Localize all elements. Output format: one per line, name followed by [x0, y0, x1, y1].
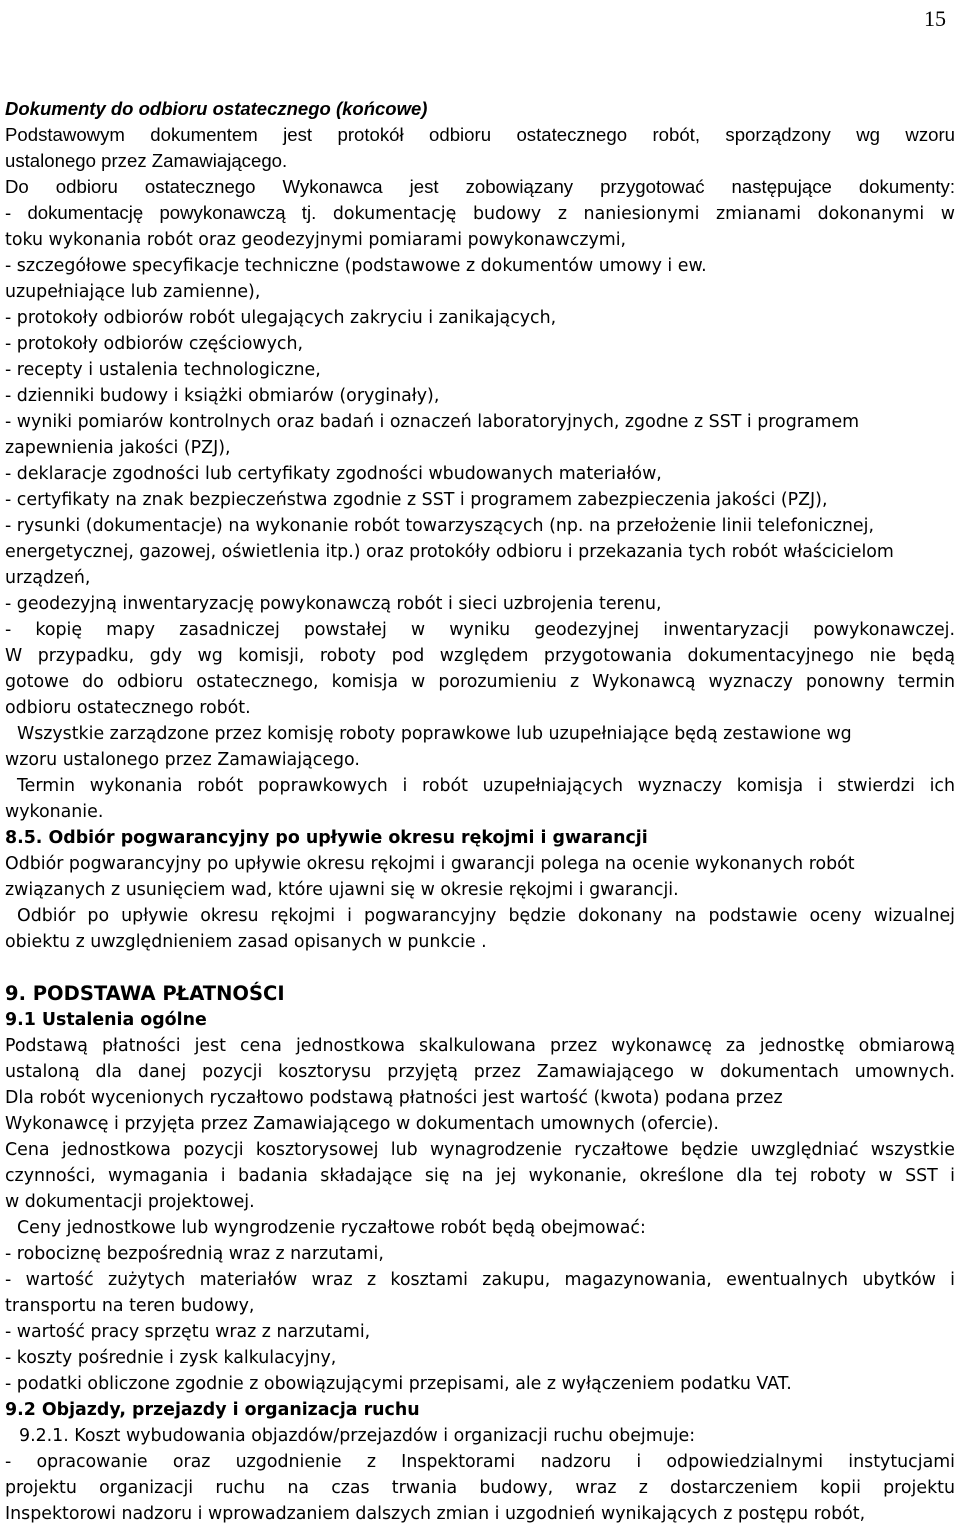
text-line: Dla robót wycenionych ryczałtowo podstawą płatności jest wartość (kwota) podana przez	[5, 1088, 783, 1108]
text-line: Podstawą płatności jest cena jednostkowa skalkulowana przez wykonawcę za jednostkę obmiarową	[5, 1036, 955, 1056]
subsection-9-2-1: 9.2.1. Koszt wybudowania objazdów/przejazdów i organizacji ruchu obejmuje:	[19, 1426, 696, 1446]
text-line: ustalonego przez Zamawiającego.	[5, 150, 288, 171]
text-line: wykonanie.	[5, 802, 104, 822]
list-item: - szczegółowe specyfikacje techniczne (podstawowe z dokumentów umowy i ew.	[5, 256, 707, 276]
list-item: - certyfikaty na znak bezpieczeństwa zgodnie z SST i programem zabezpieczenia jakości (PZJ),	[5, 490, 828, 510]
text-line: toku wykonania robót oraz geodezyjnymi pomiarami powykonawczymi,	[5, 230, 627, 250]
list-item: - wartość pracy sprzętu wraz z narzutami,	[5, 1322, 371, 1342]
section-heading-final-acceptance-documents: Dokumenty do odbioru ostatecznego (końcowe)	[5, 98, 428, 119]
text-line: odbioru ostatecznego robót.	[5, 698, 251, 718]
text-line: Odbiór pogwarancyjny po upływie okresu rękojmi i gwarancji polega na ocenie wykonanych robót	[5, 854, 855, 874]
page-number: 15	[924, 6, 946, 31]
text-line: Termin wykonania robót poprawkowych i robót uzupełniających wyznaczy komisja i stwierdzi ich	[17, 776, 955, 796]
section-heading-9-2: 9.2 Objazdy, przejazdy i organizacja ruchu	[5, 1400, 420, 1420]
list-item: - deklaracje zgodności lub certyfikaty zgodności wbudowanych materiałów,	[5, 464, 662, 484]
list-item: - opracowanie oraz uzgodnienie z Inspektorami nadzoru i odpowiedzialnymi instytucjami	[5, 1452, 955, 1472]
section-heading-9: 9. PODSTAWA PŁATNOŚCI	[5, 982, 285, 1005]
text-line: Cena jednostkowa pozycji kosztorysowej lub wynagrodzenie ryczałtowe będzie uwzględniać wszystkie	[5, 1140, 955, 1160]
section-heading-9-1: 9.1 Ustalenia ogólne	[5, 1010, 207, 1030]
list-item: - wartość zużytych materiałów wraz z kosztami zakupu, magazynowania, ewentualnych ubytków i	[5, 1270, 955, 1290]
list-item: - wyniki pomiarów kontrolnych oraz badań i oznaczeń laboratoryjnych, zgodne z SST i programem	[5, 412, 860, 432]
text-line: zapewnienia jakości (PZJ),	[5, 438, 231, 458]
text-line: gotowe do odbioru ostatecznego, komisja w porozumieniu z Wykonawcą wyznaczy ponowny termin	[5, 672, 955, 692]
text-line: Wszystkie zarządzone przez komisję roboty poprawkowe lub uzupełniające będą zestawione wg	[17, 724, 852, 744]
text-fragment: dokumentację budowy z naniesionymi zmianami dokonanymi w	[332, 204, 955, 224]
list-item: - podatki obliczone zgodnie z obowiązującymi przepisami, ale z wyłączeniem podatku VAT.	[5, 1374, 792, 1394]
text-line: projektu organizacji ruchu na czas trwania budowy, wraz z dostarczeniem kopii projektu	[5, 1478, 955, 1498]
text-line: transportu na teren budowy,	[5, 1296, 255, 1316]
document-body	[5, 96, 955, 1527]
text-line: Do odbioru ostatecznego Wykonawca jest zobowiązany przygotować następujące dokumenty:	[5, 176, 955, 197]
text-line: ustaloną dla danej pozycji kosztorysu przyjętą przez Zamawiającego w dokumentach umownych.	[5, 1062, 955, 1082]
text-line: W przypadku, gdy wg komisji, roboty pod względem przygotowania dokumentacyjnego nie będą	[5, 646, 955, 666]
list-item: - geodezyjną inwentaryzację powykonawczą robót i sieci uzbrojenia terenu,	[5, 594, 662, 614]
text-line: Ceny jednostkowe lub wyngrodzenie ryczałtowe robót będą obejmować:	[17, 1218, 646, 1238]
list-item: - recepty i ustalenia technologiczne,	[5, 360, 321, 380]
list-item: - kopię mapy zasadniczej powstałej w wyniku geodezyjnej inwentaryzacji powykonawczej.	[5, 620, 955, 640]
text-line: Odbiór po upływie okresu rękojmi i pogwarancyjny będzie dokonany na podstawie oceny wizualnej	[17, 906, 955, 926]
list-item: - robociznę bezpośrednią wraz z narzutami,	[5, 1244, 384, 1264]
text-line: związanych z usunięciem wad, które ujawni się w okresie rękojmi i gwarancji.	[5, 880, 679, 900]
list-item: - koszty pośrednie i zysk kalkulacyjny,	[5, 1348, 337, 1368]
text-line: w dokumentacji projektowej.	[5, 1192, 255, 1212]
text-line: urządzeń,	[5, 568, 91, 588]
text-line: czynności, wymagania i badania składające się na jej wykonanie, określone dla tej roboty w SST i	[5, 1166, 955, 1186]
text-line: energetycznej, gazowej, oświetlenia itp.) oraz protokóły odbioru i przekazania tych robót właścicielom	[5, 542, 894, 562]
list-item	[5, 200, 955, 227]
text-line: uzupełniające lub zamienne),	[5, 282, 261, 302]
list-item: - protokoły odbiorów robót ulegających zakryciu i zanikających,	[5, 308, 557, 328]
text-line: Inspektorowi nadzoru i wprowadzaniem dalszych zmian i uzgodnień wynikających z postępu robót,	[5, 1504, 866, 1524]
text-line: wzoru ustalonego przez Zamawiającego.	[5, 750, 360, 770]
text-line: Wykonawcę i przyjęta przez Zamawiającego w dokumentach umownych (ofercie).	[5, 1114, 719, 1134]
text-line: obiektu z uwzględnieniem zasad opisanych w punkcie .	[5, 932, 487, 952]
section-heading-8-5: 8.5. Odbiór pogwarancyjny po upływie okresu rękojmi i gwarancji	[5, 828, 648, 848]
list-item: - dzienniki budowy i książki obmiarów (oryginały),	[5, 386, 440, 406]
text-fragment: - dokumentację powykonawczą tj.	[5, 202, 317, 223]
text-line: Podstawowym dokumentem jest protokół odbioru ostatecznego robót, sporządzony wg wzoru	[5, 124, 955, 145]
list-item: - rysunki (dokumentacje) na wykonanie robót towarzyszących (np. na przełożenie linii telefonicznej,	[5, 516, 874, 536]
list-item: - protokoły odbiorów częściowych,	[5, 334, 304, 354]
